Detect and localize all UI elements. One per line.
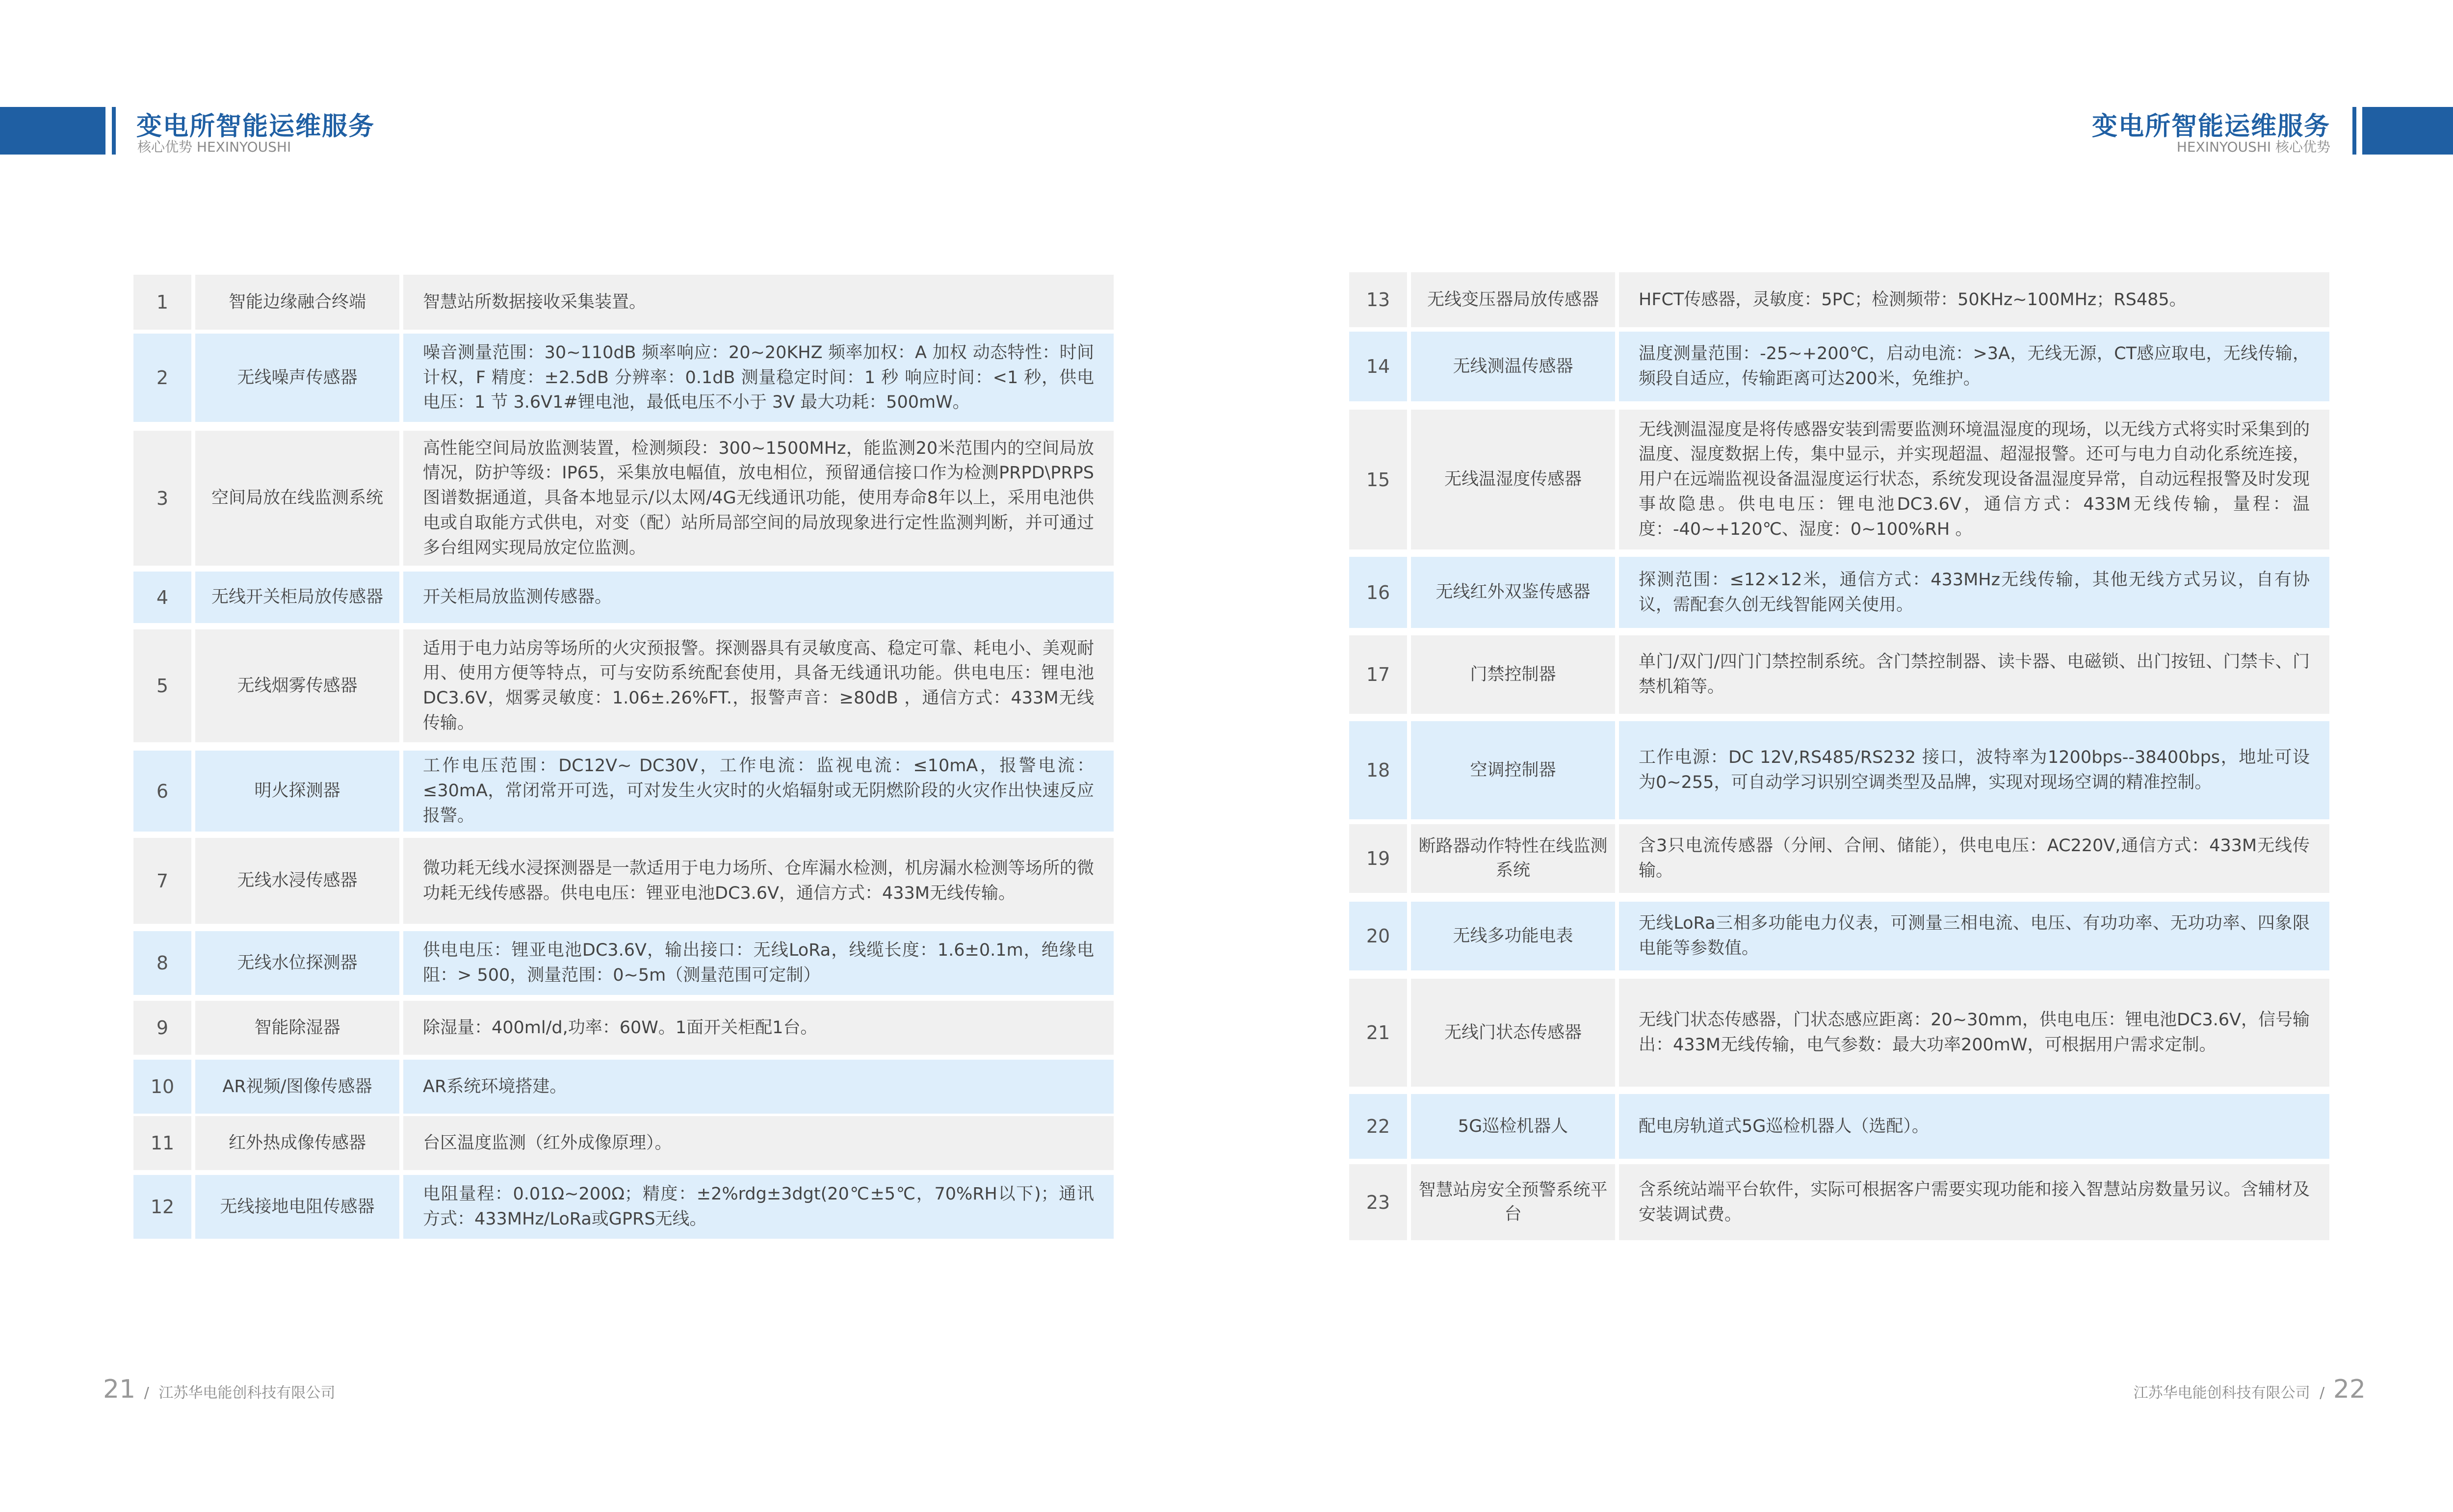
header-bar-left	[0, 107, 105, 155]
product-name: 无线多功能电表	[1411, 902, 1615, 970]
table-row	[133, 334, 1114, 422]
page-subtitle-right: HEXINYOUSHI 核心优势	[2176, 139, 2330, 155]
page-number-left: 21	[103, 1375, 136, 1404]
product-name: 断路器动作特性在线监测系统	[1411, 824, 1615, 893]
footer-company-right: 江苏华电能创科技有限公司	[2133, 1384, 2310, 1402]
product-description: 单门/双门/四门门禁控制系统。含门禁控制器、读卡器、电磁锁、出门按钮、门禁卡、门禁机箱等。	[1619, 635, 2329, 714]
table-row	[133, 1060, 1114, 1114]
product-description: 电阻量程：0.01Ω~200Ω；精度：±2%rdg±3dgt(20℃±5℃，70%RH以下)；通讯方式：433MHz/LoRa或GPRS无线。	[403, 1175, 1114, 1239]
row-number: 16	[1349, 557, 1407, 628]
table-row	[133, 1175, 1114, 1239]
product-name: 智能除湿器	[195, 1001, 399, 1055]
product-description: AR系统环境搭建。	[403, 1060, 1114, 1114]
row-number: 1	[133, 275, 191, 330]
product-description: 探测范围：≤12×12米，通信方式：433MHz无线传输，其他无线方式另议，自有协议，需配套久创无线智能网关使用。	[1619, 557, 2329, 628]
product-name: 无线变压器局放传感器	[1411, 272, 1615, 327]
page-subtitle-left: 核心优势 HEXINYOUSHI	[137, 139, 291, 155]
row-number: 4	[133, 572, 191, 623]
product-description: 配电房轨道式5G巡检机器人（选配）。	[1619, 1094, 2329, 1159]
product-name: 无线门状态传感器	[1411, 979, 1615, 1087]
footer-right	[2134, 1375, 2366, 1404]
table-row	[133, 838, 1114, 924]
row-number: 13	[1349, 272, 1407, 327]
product-description: 微功耗无线水浸探测器是一款适用于电力场所、仓库漏水检测，机房漏水检测等场所的微功耗无线传感器。供电电压：锂亚电池DC3.6V，通信方式：433M无线传输。	[403, 838, 1114, 924]
table-row	[1349, 410, 2329, 549]
product-name: 无线水位探测器	[195, 931, 399, 995]
product-table-left	[133, 275, 1114, 1239]
product-name: 智慧站房安全预警系统平台	[1411, 1164, 1615, 1240]
product-name: 5G巡检机器人	[1411, 1094, 1615, 1159]
row-number: 22	[1349, 1094, 1407, 1159]
product-description: 台区温度监测（红外成像原理）。	[403, 1116, 1114, 1170]
product-name: 明火探测器	[195, 751, 399, 832]
row-number: 19	[1349, 824, 1407, 893]
row-number: 2	[133, 334, 191, 422]
footer-separator-left: /	[144, 1384, 149, 1402]
table-row	[1349, 902, 2329, 970]
table-row	[1349, 979, 2329, 1087]
table-row	[1349, 824, 2329, 893]
table-row	[133, 931, 1114, 995]
row-number: 14	[1349, 332, 1407, 401]
row-number: 21	[1349, 979, 1407, 1087]
page-title-left: 变电所智能运维服务	[136, 112, 375, 141]
product-name: 空间局放在线监测系统	[195, 431, 399, 566]
product-name: 空调控制器	[1411, 721, 1615, 819]
row-number: 15	[1349, 410, 1407, 549]
table-row	[133, 572, 1114, 623]
product-description: 高性能空间局放监测装置，检测频段：300~1500MHz，能监测20米范围内的空间局放情况，防护等级：IP65，采集放电幅值，放电相位，预留通信接口作为检测PRPD\PRPS图谱数据通道，具备本地显示/以太网/4G无线通讯功能，使用寿命8年以上，采用电池供电或自取能方式供电，对变（配）站所局部空间的局放现象进行定性监测判断，并可通过多台组网实现局放定位监测。	[403, 431, 1114, 566]
product-description: 适用于电力站房等场所的火灾预报警。探测器具有灵敏度高、稳定可靠、耗电小、美观耐用、使用方便等特点，可与安防系统配套使用，具备无线通讯功能。供电电压：锂电池DC3.6V，烟雾灵敏度：1.06±.26%FT.，报警声音：≥80dB ，通信方式：433M无线传输。	[403, 629, 1114, 742]
product-description: HFCT传感器，灵敏度：5PC；检测频带：50KHz~100MHz；RS485。	[1619, 272, 2329, 327]
product-description: 智慧站所数据接收采集装置。	[403, 275, 1114, 330]
header-bar-right	[2362, 107, 2453, 155]
row-number: 10	[133, 1060, 191, 1114]
table-row	[133, 431, 1114, 566]
table-row	[1349, 721, 2329, 819]
product-name: 无线接地电阻传感器	[195, 1175, 399, 1239]
table-row	[1349, 1094, 2329, 1159]
table-row	[133, 1001, 1114, 1055]
footer-separator-right: /	[2320, 1384, 2325, 1402]
table-row	[1349, 557, 2329, 628]
table-row	[1349, 1164, 2329, 1240]
row-number: 8	[133, 931, 191, 995]
product-name: 智能边缘融合终端	[195, 275, 399, 330]
product-name: AR视频/图像传感器	[195, 1060, 399, 1114]
row-number: 3	[133, 431, 191, 566]
footer-company-left: 江苏华电能创科技有限公司	[158, 1384, 336, 1402]
page-number-right: 22	[2333, 1375, 2366, 1404]
row-number: 11	[133, 1116, 191, 1170]
product-name: 无线水浸传感器	[195, 838, 399, 924]
table-row	[133, 629, 1114, 742]
table-row	[1349, 332, 2329, 401]
product-description: 温度测量范围：-25~+200℃，启动电流：>3A，无线无源，CT感应取电，无线传输，频段自适应，传输距离可达200米，免维护。	[1619, 332, 2329, 401]
row-number: 20	[1349, 902, 1407, 970]
row-number: 17	[1349, 635, 1407, 714]
product-name: 无线噪声传感器	[195, 334, 399, 422]
row-number: 9	[133, 1001, 191, 1055]
product-table-right	[1349, 272, 2329, 1239]
header-divider-left	[112, 107, 116, 155]
page-title-right: 变电所智能运维服务	[2091, 112, 2330, 141]
product-name: 门禁控制器	[1411, 635, 1615, 714]
product-description: 工作电源：DC 12V,RS485/RS232 接口，波特率为1200bps--38400bps，地址可设为0~255，可自动学习识别空调类型及品牌，实现对现场空调的精准控制。	[1619, 721, 2329, 819]
table-row	[1349, 635, 2329, 714]
footer-left	[103, 1375, 335, 1404]
product-name: 无线红外双鉴传感器	[1411, 557, 1615, 628]
table-row	[133, 275, 1114, 330]
row-number: 5	[133, 629, 191, 742]
table-row	[1349, 272, 2329, 327]
header-divider-right	[2352, 107, 2356, 155]
product-description: 无线测温湿度是将传感器安装到需要监测环境温湿度的现场，以无线方式将实时采集到的温度、湿度数据上传，集中显示，并实现超温、超湿报警。还可与电力自动化系统连接，用户在远端监视设备温湿度运行状态，系统发现设备温湿度异常，自动远程报警及时发现事故隐患。供电电压：锂电池DC3.6V，通信方式：433M无线传输，量程：温度：-40~+120℃、湿度：0~100%RH 。	[1619, 410, 2329, 549]
product-name: 无线测温传感器	[1411, 332, 1615, 401]
product-name: 无线开关柜局放传感器	[195, 572, 399, 623]
product-description: 开关柜局放监测传感器。	[403, 572, 1114, 623]
row-number: 18	[1349, 721, 1407, 819]
row-number: 7	[133, 838, 191, 924]
product-description: 噪音测量范围：30~110dB 频率响应：20~20KHZ 频率加权：A 加权 动态特性：时间计权，F 精度：±2.5dB 分辨率：0.1dB 测量稳定时间：1 秒 响应时间：<1 秒，供电电压：1 节 3.6V1#锂电池，最低电压不小于 3V 最大功耗：500mW。	[403, 334, 1114, 422]
product-description: 含3只电流传感器（分闸、合闸、储能），供电电压：AC220V,通信方式：433M无线传输。	[1619, 824, 2329, 893]
product-description: 无线门状态传感器，门状态感应距离：20~30mm，供电电压：锂电池DC3.6V，信号输出：433M无线传输，电气参数：最大功率200mW，可根据用户需求定制。	[1619, 979, 2329, 1087]
product-description: 无线LoRa三相多功能电力仪表，可测量三相电流、电压、有功功率、无功功率、四象限电能等参数值。	[1619, 902, 2329, 970]
row-number: 12	[133, 1175, 191, 1239]
product-name: 无线温湿度传感器	[1411, 410, 1615, 549]
product-name: 红外热成像传感器	[195, 1116, 399, 1170]
table-row	[133, 1116, 1114, 1170]
product-description: 工作电压范围：DC12V~ DC30V，工作电流：监视电流：≤10mA，报警电流：≤30mA，常闭常开可选，可对发生火灾时的火焰辐射或无阴燃阶段的火灾作出快速反应报警。	[403, 751, 1114, 832]
table-row	[133, 751, 1114, 832]
row-number: 6	[133, 751, 191, 832]
row-number: 23	[1349, 1164, 1407, 1240]
product-description: 含系统站端平台软件，实际可根据客户需要实现功能和接入智慧站房数量另议。含辅材及安装调试费。	[1619, 1164, 2329, 1240]
product-description: 供电电压：锂亚电池DC3.6V，输出接口：无线LoRa，线缆长度：1.6±0.1m，绝缘电阻：> 500，测量范围：0~5m（测量范围可定制）	[403, 931, 1114, 995]
product-name: 无线烟雾传感器	[195, 629, 399, 742]
product-description: 除湿量：400ml/d,功率：60W。1面开关柜配1台。	[403, 1001, 1114, 1055]
